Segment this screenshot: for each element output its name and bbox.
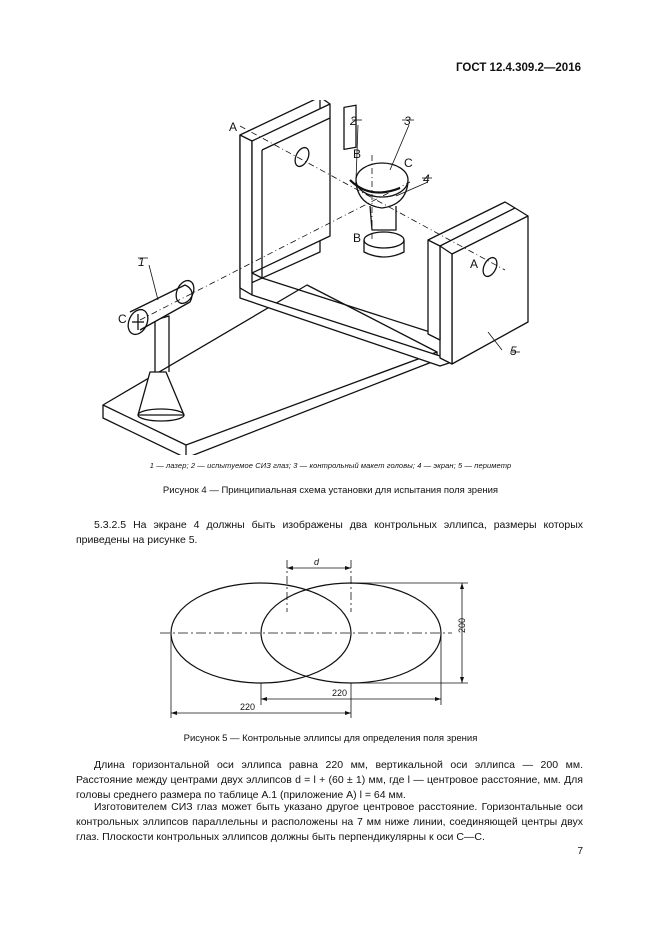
page-number: 7 [577,846,583,857]
callout-3: 3 [404,114,411,128]
dim-200: 200 [457,617,467,633]
document-header: ГОСТ 12.4.309.2—2016 [456,62,581,74]
figure-4-apparatus-diagram [95,100,565,455]
label-a-left: A [229,120,238,134]
frame-right-plate [452,216,528,364]
paragraph-5-3-2-5: 5.3.2.5 На экране 4 должны быть изображены два контрольных эллипса, размеры которых приведены на рисунке 5. [76,519,583,546]
label-c-left: C [118,312,127,326]
frame-left-wall-side [240,135,252,295]
label-a-right: A [470,257,479,271]
dim-220-inner: 220 [332,688,348,698]
callout-4: 4 [423,172,430,186]
dim-220-outer: 220 [240,702,256,712]
callout-2: 2 [350,114,357,128]
paragraph-ellipse-dimensions: Длина горизонтальной оси эллипса равна 220 мм, вертикальной оси эллипса — 200 мм. Расстояние между центрами двух эллипсов d = l + (60 ± 1) мм, где l — центровое расстояние, мм. Для головы среднего размера по таблице А.1 (приложение А) l = 64 мм. [76,759,583,801]
figure-4-legend: 1 — лазер; 2 — испытуемое СИЗ глаз; 3 — контрольный макет головы; 4 — экран; 5 — периметр [149,461,512,470]
figure-5-ellipses-diagram [140,550,480,725]
label-c-right: C [404,156,413,170]
callout-5: 5 [510,344,517,358]
laser-body [130,285,192,330]
callout-1: 1 [138,255,145,269]
figure-5-caption: Рисунок 5 — Контрольные эллипсы для определения поля зрения [183,733,478,744]
label-b-bottom: B [353,231,362,245]
dim-d: d [314,557,320,567]
figure-4-caption: Рисунок 4 — Принципиальная схема установки для испытания поля зрения [162,485,499,496]
label-b-top: B [353,147,362,161]
paragraph-center-distance: Изготовителем СИЗ глаз может быть указано другое центровое расстояние. Горизонтальные оси контрольных эллипсов параллельны и расположены на 7 мм ниже линии, соединяющей центры двух глаз. Плоскости контрольных эллипсов должны быть перпендикулярны к оси С—С. [76,801,583,843]
frame-right-plate-side [440,246,452,364]
